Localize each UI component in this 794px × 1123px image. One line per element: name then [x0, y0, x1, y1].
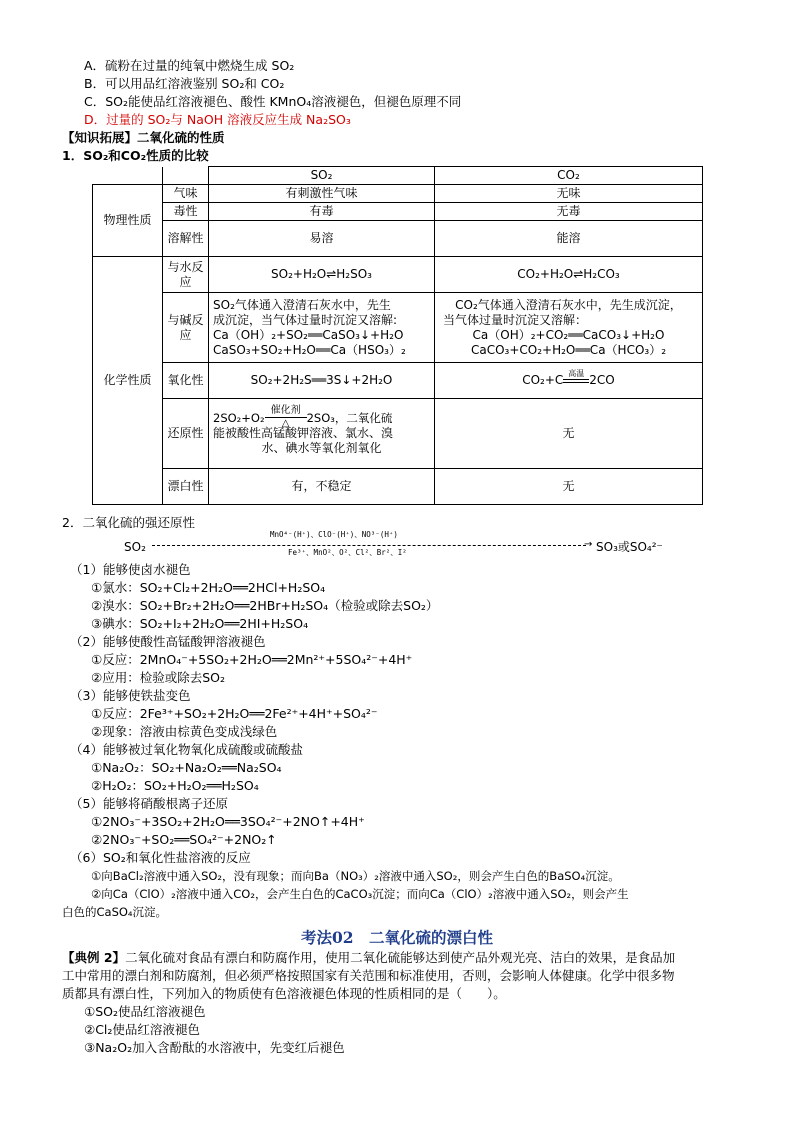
catalyst-arrow — [265, 404, 307, 429]
condition-arrow — [563, 368, 589, 387]
example-option: ③Na₂O₂加入含酚酞的水溶液中，先变红后褪色 — [84, 1040, 345, 1055]
co2-base-line: CaCO₃+CO₂+H₂O══Ca（HCO₃）₂ — [470, 342, 667, 357]
item-line: ①2NO₃⁻+3SO₂+2H₂O══3SO₄²⁻+2NO↑+4H⁺ — [91, 814, 365, 829]
so2-water-reaction: SO₂+H₂O⇌H₂SO₃ — [209, 257, 435, 293]
row-label-base: 与碱反应 — [163, 293, 209, 363]
option-d: D．过量的 SO₂与 NaOH 溶液反应生成 Na₂SO₃ — [84, 112, 351, 127]
option-c: C．SO₂能使品红溶液褪色、酸性 KMnO₄溶液褪色，但褪色原理不同 — [84, 94, 462, 109]
co2-odor: 无味 — [435, 185, 703, 203]
item-line: ①反应：2MnO₄⁻+5SO₂+2H₂O══2Mn²⁺+5SO₄²⁻+4H⁺ — [91, 652, 413, 667]
example-line-3: 质都具有漂白性，下列加入的物质使有色溶液褪色体现的性质相同的是（ ）。 — [62, 986, 506, 1001]
so2-base-reaction — [209, 293, 435, 363]
co2-base-reaction — [435, 293, 703, 363]
option-b: B．可以用品红溶液鉴别 SO₂和 CO₂ — [84, 76, 285, 91]
header-so2: SO₂ — [209, 167, 435, 185]
option-a: A．硫粉在过量的纯氧中燃烧生成 SO₂ — [84, 58, 295, 73]
item-heading: （2）能够使酸性高锰酸钾溶液褪色 — [70, 634, 266, 649]
row-label-toxicity: 毒性 — [163, 203, 209, 221]
example-line-2: 工中常用的漂白剂和防腐剂，但必须严格按照国家有关范围和标准使用，否则，会影响人体健康。化学中很多物 — [62, 968, 675, 983]
co2-solubility: 能溶 — [435, 221, 703, 257]
so2-toxicity: 有毒 — [209, 203, 435, 221]
comparison-table — [92, 166, 703, 505]
item-line: ②2NO₃⁻+SO₂══SO₄²⁻+2NO₂↑ — [91, 832, 277, 847]
co2-base-line: CO₂气体通入澄清石灰水中，先生成沉淀， — [455, 297, 682, 312]
row-label-reducing: 还原性 — [163, 399, 209, 469]
method-title: 考法02 二氧化硫的漂白性 — [300, 928, 494, 947]
chain-bottom-reagents: Fe³⁺、MnO²、O²、Cl²、Br²、I² — [288, 548, 407, 557]
item-line: ①反应：2Fe³⁺+SO₂+2H₂O══2Fe²⁺+4H⁺+SO₄²⁻ — [91, 706, 378, 721]
so2-reducing — [209, 399, 435, 469]
chain-arrow-line — [152, 545, 586, 546]
item-line: 白色的CaSO₄沉淀。 — [62, 905, 168, 919]
so2-reduc-left: 2SO₂+O₂ — [213, 411, 265, 425]
co2-reducing: 无 — [435, 399, 703, 469]
co2-toxicity: 无毒 — [435, 203, 703, 221]
item-line: ③碘水：SO₂+I₂+2H₂O══2HI+H₂SO₄ — [91, 616, 309, 631]
so2-base-line: SO₂气体通入澄清石灰水中，先生 — [213, 297, 391, 312]
item-line: ①氯水：SO₂+Cl₂+2H₂O══2HCl+H₂SO₄ — [91, 580, 326, 595]
so2-base-line: CaSO₃+SO₂+H₂O══Ca（HSO₃）₂ — [213, 342, 406, 357]
co2-oxid-left: CO₂+C — [522, 373, 564, 387]
example-tag: 【典例 2】 — [62, 950, 126, 965]
co2-base-line: Ca（OH）₂+CO₂══CaCO₃↓+H₂O — [472, 327, 665, 342]
so2-base-line: 成沉淀，当气体过量时沉淀又溶解: — [213, 312, 398, 327]
so2-bleaching: 有，不稳定 — [209, 469, 435, 505]
item-heading: （4）能够被过氧化物氧化成硫酸或硫酸盐 — [70, 742, 303, 757]
item-line: ①向BaCl₂溶液中通入SO₂，没有现象；而向Ba（NO₃）₂溶液中通入SO₂，则会产生白色的BaSO₄沉淀。 — [91, 869, 620, 883]
example-option: ①SO₂使品红溶液褪色 — [84, 1004, 206, 1019]
item-heading: （1）能够使卤水褪色 — [70, 562, 191, 577]
item-line: ②向Ca（ClO）₂溶液中通入CO₂，会产生白色的CaCO₃沉淀；而向Ca（ClO）₂溶液中通入SO₂，则会产生 — [91, 887, 629, 901]
co2-bleaching: 无 — [435, 469, 703, 505]
condition-label: 高温 — [568, 368, 585, 378]
so2-odor: 有刺激性气味 — [209, 185, 435, 203]
item-line: ②溴水：SO₂+Br₂+2H₂O══2HBr+H₂SO₄（检验或除去SO₂） — [91, 598, 439, 613]
item-line: ②H₂O₂：SO₂+H₂O₂══H₂SO₄ — [91, 778, 259, 793]
catalyst-label: 催化剂 — [270, 404, 301, 416]
header-co2: CO₂ — [435, 167, 703, 185]
group-physical: 物理性质 — [93, 185, 163, 257]
chain-end: SO₃或SO₄²⁻ — [596, 540, 663, 554]
so2-base-line: Ca（OH）₂+SO₂══CaSO₃↓+H₂O — [213, 327, 404, 342]
item-heading: （3）能够使铁盐变色 — [70, 688, 191, 703]
so2-oxidizing: SO₂+2H₂S══3S↓+2H₂O — [209, 363, 435, 399]
chain-start: SO₂ — [124, 540, 146, 554]
group-chemical: 化学性质 — [93, 257, 163, 505]
row-label-oxidizing: 氧化性 — [163, 363, 209, 399]
co2-water-reaction: CO₂+H₂O⇌H₂CO₃ — [435, 257, 703, 293]
section-1-title: 1．SO₂和CO₂性质的比较 — [62, 148, 209, 163]
item-line: ②现象：溶液由棕黄色变成浅绿色 — [91, 724, 278, 739]
co2-oxid-right: 2CO — [589, 373, 615, 387]
co2-base-line: 当气体过量时沉淀又溶解： — [443, 312, 588, 327]
section-2-title: 2．二氧化硫的强还原性 — [62, 515, 195, 530]
heat-label: △ — [281, 417, 290, 429]
so2-reduc-right: 2SO₃，二氧化硫 — [306, 411, 393, 425]
item-heading: （6）SO₂和氧化性盐溶液的反应 — [70, 850, 251, 865]
row-label-water: 与水反应 — [163, 257, 209, 293]
row-label-odor: 气味 — [163, 185, 209, 203]
row-label-bleaching: 漂白性 — [163, 469, 209, 505]
knowledge-extension-title: 【知识拓展】二氧化硫的性质 — [62, 130, 225, 145]
item-heading: （5）能够将硝酸根离子还原 — [70, 796, 228, 811]
so2-reduc-line: 水、碘水等氧化剂氧化 — [261, 441, 382, 455]
chain-top-reagents: MnO⁴⁻(H⁺)、ClO⁻(H⁺)、NO³⁻(H⁺) — [270, 530, 398, 539]
so2-reduc-line: 能被酸性高锰酸钾溶液、氯水、溴 — [213, 426, 394, 440]
so2-solubility: 易溶 — [209, 221, 435, 257]
example-option: ②Cl₂使品红溶液褪色 — [84, 1022, 200, 1037]
co2-oxidizing — [435, 363, 703, 399]
item-line: ①Na₂O₂：SO₂+Na₂O₂══Na₂SO₄ — [91, 760, 282, 775]
example-line-1 — [62, 950, 675, 966]
chain-arrow-head: → — [584, 539, 593, 550]
example-text: 二氧化硫对食品有漂白和防腐作用，使用二氧化硫能够达到使产品外观光亮、洁白的效果，是食品加 — [125, 950, 676, 965]
row-label-solubility: 溶解性 — [163, 221, 209, 257]
item-line: ②应用：检验或除去SO₂ — [91, 670, 225, 685]
